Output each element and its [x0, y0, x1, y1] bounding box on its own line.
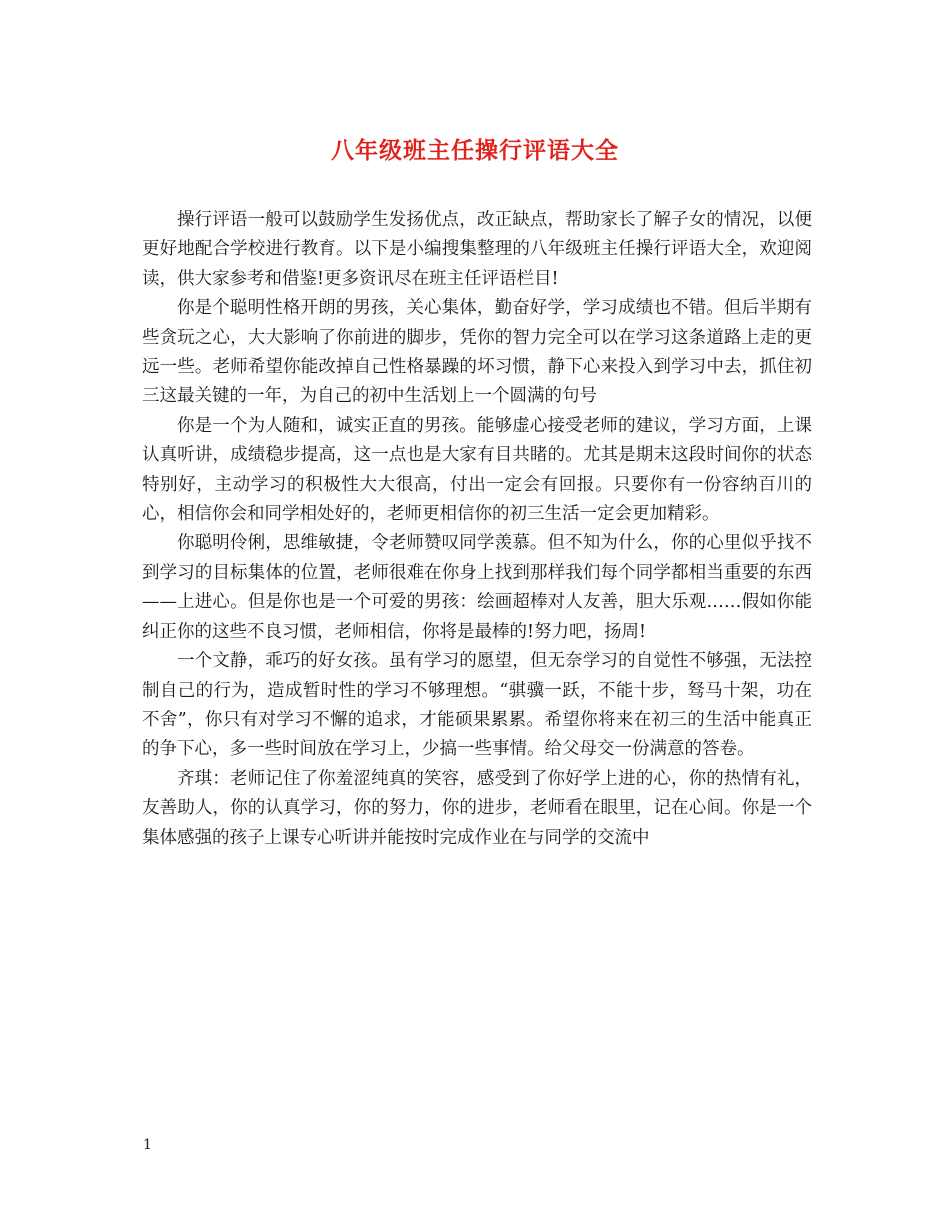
- paragraph-intro: 操行评语一般可以鼓励学生发扬优点，改正缺点，帮助家长了解子女的情况，以便更好地配合学校进行教育。以下是小编搜集整理的八年级班主任操行评语大全，欢迎阅读，供大家参考和借鉴!更多资讯尽在班主任评语栏目!: [142, 210, 812, 289]
- document-body: [142, 206, 812, 853]
- page-number: 1: [143, 1137, 152, 1153]
- paragraph-comment-1: 你是个聪明性格开朗的男孩，关心集体，勤奋好学，学习成绩也不错。但后半期有些贪玩之心，大大影响了你前进的脚步，凭你的智力完全可以在学习这条道路上走的更远一些。老师希望你能改掉自己性格暴躁的坏习惯，静下心来投入到学习中去，抓住初三这最关键的一年，为自己的初中生活划上一个圆满的句号: [142, 298, 812, 407]
- document-title: 八年级班主任操行评语大全: [331, 137, 619, 164]
- paragraph-comment-4: 一个文静，乖巧的好女孩。虽有学习的愿望，但无奈学习的自觉性不够强，无法控制自己的行为，造成暂时性的学习不够理想。“骐骥一跃，不能十步，驽马十架，功在不舍”，你只有对学习不懈的追求，才能硕果累累。希望你将来在初三的生活中能真正的争下心，多一些时间放在学习上，少搞一些事情。给父母交一份满意的答卷。: [142, 651, 812, 760]
- paragraph-comment-5: 齐琪：老师记住了你羞涩纯真的笑容，感受到了你好学上进的心，你的热情有礼，友善助人，你的认真学习，你的努力，你的进步，老师看在眼里，记在心间。你是一个集体感强的孩子上课专心听讲并能按时完成作业在与同学的交流中: [142, 768, 812, 848]
- paragraph-comment-2: 你是一个为人随和，诚实正直的男孩。能够虚心接受老师的建议，学习方面，上课认真听讲，成绩稳步提高，这一点也是大家有目共睹的。尤其是期末这段时间你的状态特别好，主动学习的积极性大大很高，付出一定会有回报。只要你有一份容纳百川的心，相信你会和同学相处好的，老师更相信你的初三生活一定会更加精彩。: [142, 415, 812, 525]
- paragraph-comment-3: 你聪明伶俐，思维敏捷，令老师赞叹同学羡慕。但不知为什么，你的心里似乎找不到学习的目标集体的位置，老师很难在你身上找到那样我们每个同学都相当重要的东西——上进心。但是你也是一个可爱的男孩：绘画超棒对人友善，胆大乐观……假如你能纠正你的这些不良习惯，老师相信，你将是最棒的!努力吧，扬周!: [142, 533, 812, 642]
